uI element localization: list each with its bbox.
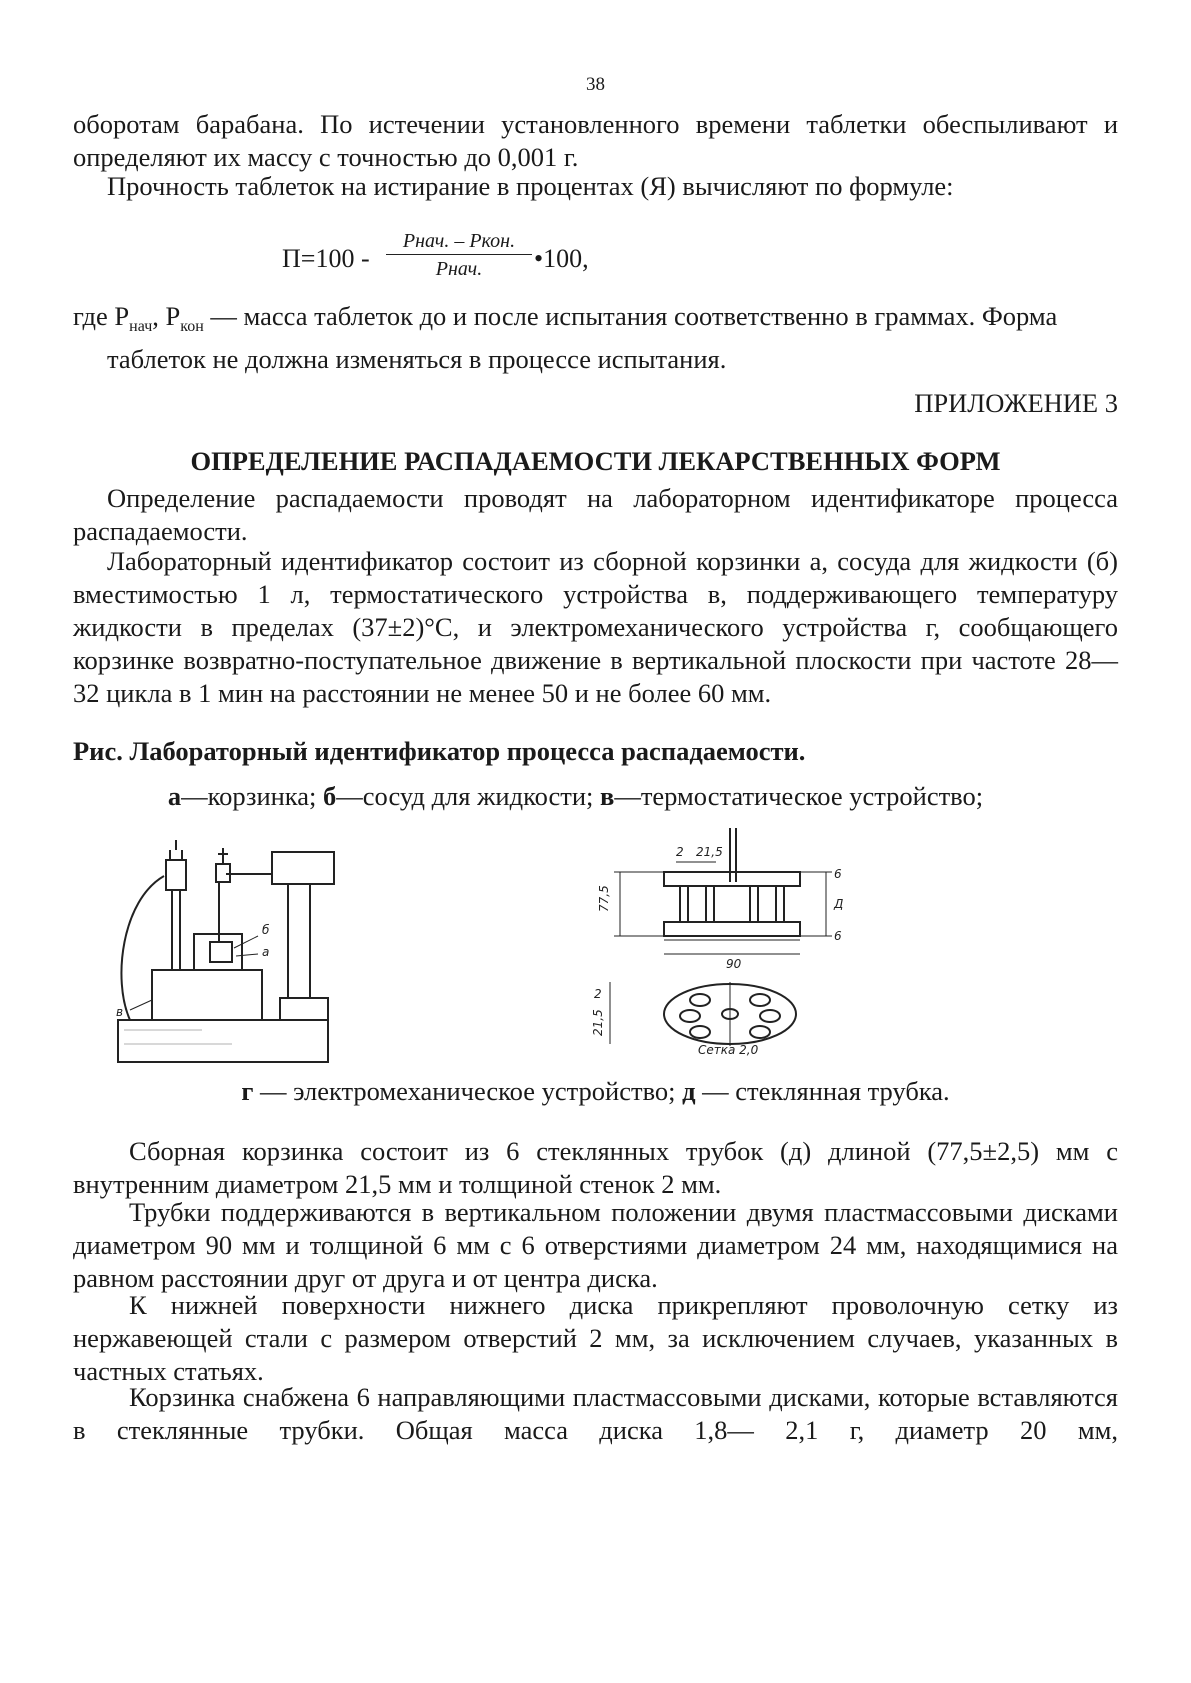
formula-rhs-value: 100, [543,244,589,273]
figure-basket-schematic [580,822,870,1062]
formula-intro: Прочность таблеток на истирание в процентах (Я) вычисляют по формуле: [107,171,954,201]
formula-numerator: Рнач. – Ркон. [386,228,532,255]
caption-d-text: — стеклянная трубка. [695,1076,950,1106]
caption-letter-b: б [323,781,337,811]
paragraph-top: оборотам барабана. По истечении установленного времени таблетки обеспыливают и определяют их массу с точностью до 0,001 г. [73,109,1118,172]
where-line-1 [73,300,1118,343]
fig-left-label-b: б [262,923,270,937]
figure-title: Рис. Лабораторный идентификатор процесса распадаемости. [73,736,806,766]
top-disc [664,872,800,886]
caption-v-text: —термостатическое устройство; [614,781,984,811]
paragraph-2: Лабораторный идентификатор состоит из сборной корзинки а, сосуда для жидкости (б) вместимостью 1 л, термостатического устройства в, поддерживающего температуру жидкости в пределах (37±2)°С, и электромеханического устройства г, сообщающего корзинке возвратно-поступательное движение в вертикальной плоскости при частоте 28—32 цикла в 1 мин на расстоянии не менее 50 и не более 60 мм. [73,546,1118,708]
dim-label-d: Д [834,897,844,911]
dim-label-21-5: 21,5 [696,845,723,859]
dim-label-6-bottom: 6 [834,929,842,943]
caption-a-text: —корзинка; [181,781,324,811]
where-rest: — масса таблеток до и после испытания соответственно в граммах. Форма [203,301,1058,331]
dim-label-90: 90 [726,957,742,971]
multiply-dot-icon: • [534,244,544,273]
apparatus-drawing [112,830,362,1070]
paragraph-6: Корзинка снабжена 6 направляющими пластмассовыми дисками, которые вставляются в стеклянные трубки. Общая масса диска 1,8— 2,1 г, диаметр 20 мм, [73,1382,1118,1445]
paragraph-5: К нижней поверхности нижнего диска прикрепляют проволочную сетку из нержавеющей стали с размером отверстий 2 мм, за исключением случаев, указанных в частных статьях. [73,1290,1118,1386]
paragraph-1: Определение распадаемости проводят на лабораторном идентификаторе процесса распадаемости. [73,483,1118,546]
base-block [118,1020,328,1062]
dim-label-77-5: 77,5 [597,885,611,912]
caption-letter-a: а [167,781,182,811]
where-mid: , Р [152,301,181,331]
caption-letter-d: д [682,1076,696,1106]
bottom-disc [664,922,800,936]
thermostat-body [152,970,262,1020]
caption-b-text: —сосуд для жидкости; [336,781,601,811]
formula-rhs [534,242,589,275]
dim-label-2: 2 [676,845,684,859]
where-paragraph [73,300,1118,376]
caption-letter-g: г [241,1076,254,1106]
figure-caption-bottom [73,1075,1118,1108]
formula-fraction [386,228,532,283]
mesh-label: Сетка 2,0 [698,1043,759,1057]
page-number: 38 [586,74,605,95]
dim-label-6-top: 6 [834,867,842,881]
caption-g-text: — электромеханическое устройство; [253,1076,683,1106]
caption-letter-v: в [600,781,615,811]
figure-caption-top [73,780,1118,813]
where-prefix: где Р [73,301,130,331]
appendix-label: ПРИЛОЖЕНИЕ 3 [914,388,1118,418]
fig-left-label-v: в [116,1005,124,1019]
where-sub-end: кон [180,318,204,335]
where-sub-start: нач [129,318,153,335]
paragraph-4: Трубки поддерживаются в вертикальном положении двумя пластмассовыми дисками диаметром 90 мм и толщиной 6 мм с 6 отверстиями диаметром 24 мм, находящимися на равном расстоянии друг от друга и от центра диска. [73,1197,1118,1293]
formula-denominator: Рнач. [435,258,483,280]
formula-lhs: П=100 - [282,244,370,273]
basket-drawing [580,822,870,1062]
dim-label-21-5-bottom: 21,5 [591,1009,605,1036]
figure-apparatus [112,830,362,1070]
fig-left-label-a: а [262,945,270,959]
section-title: ОПРЕДЕЛЕНИЕ РАСПАДАЕМОСТИ ЛЕКАРСТВЕННЫХ ФОРМ [190,446,1001,476]
dim-label-2-bottom: 2 [594,987,602,1001]
paragraph-3: Сборная корзинка состоит из 6 стеклянных трубок (д) длиной (77,5±2,5) мм с внутренним диаметром 21,5 мм и толщиной стенок 2 мм. [73,1136,1118,1199]
where-line-2: таблеток не должна изменяться в процессе испытания. [107,344,727,374]
motor-box [272,852,334,884]
